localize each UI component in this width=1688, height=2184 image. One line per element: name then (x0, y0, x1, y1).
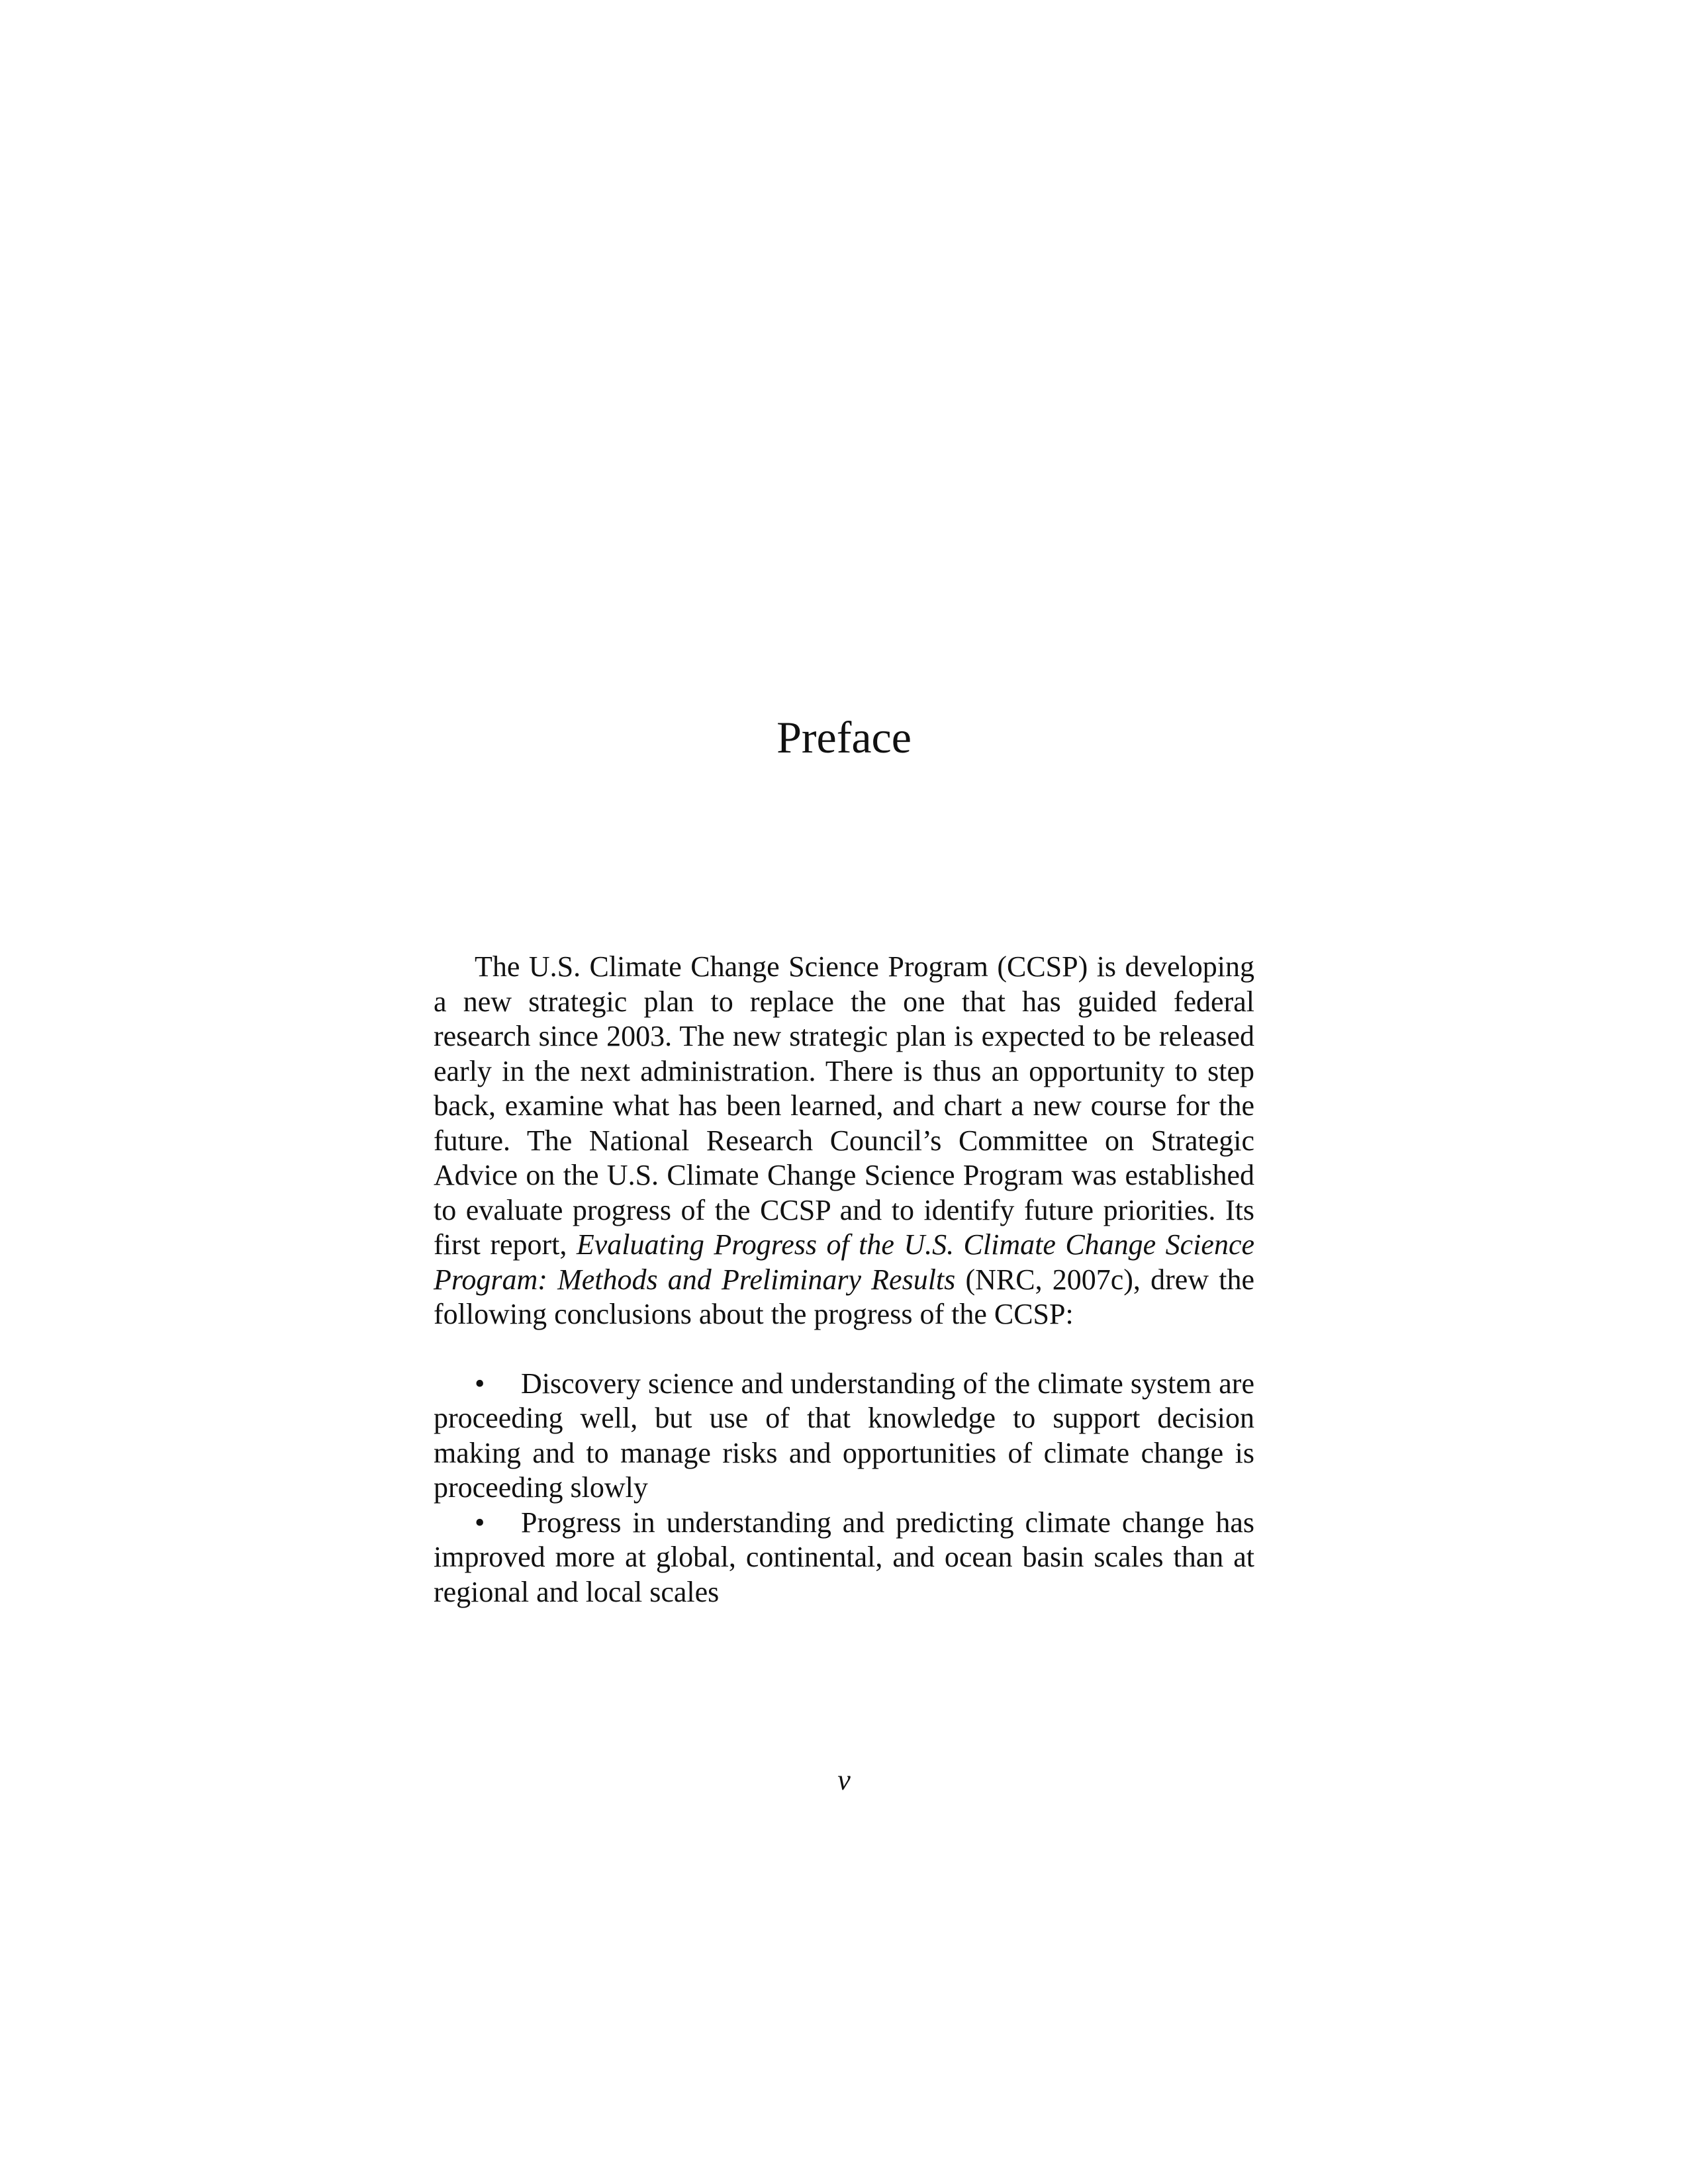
page-title: Preface (776, 712, 912, 762)
list-item (434, 1367, 1254, 1506)
report-title: Evaluating Progress of the U.S. Climate Change Science Program: Methods and Preliminary Results (434, 1228, 1255, 1296)
intro-text: The U.S. Climate Change Science Program (CCSP) is developing a new strategic plan to replace the one that has guided federal research since 2003. The new strategic plan is expected to be released early in the next administration. There is thus an opportunity to step back, examine what has been learned, and chart a new course for the future. The National Research Council’s Committee on Strategic Advice on the U.S. Climate Change Science Program was established to evaluate progress of the CCSP and to identify future priorities. Its first report, (434, 950, 1254, 1261)
list-item-text: Progress in understanding and predicting climate change has improved more at global, continental, and ocean basin scales than at regional and local scales (434, 1506, 1254, 1608)
list-item-text: Discovery science and understanding of the climate system are proceeding well, but use of that knowledge to support decision making and to manage risks and opportunities of climate change is proceeding slowly (434, 1367, 1254, 1504)
conclusions-list (434, 1367, 1254, 1610)
intro-paragraph (434, 950, 1254, 1332)
bullet-icon: • (475, 1506, 485, 1539)
page-number: v (837, 1764, 851, 1796)
list-item (434, 1506, 1254, 1610)
preface-body (434, 950, 1254, 1610)
intro-text-continued: (NRC, 2007c), drew the following conclusions about the progress of the CCSP: (434, 1263, 1254, 1330)
bullet-icon: • (475, 1367, 485, 1400)
